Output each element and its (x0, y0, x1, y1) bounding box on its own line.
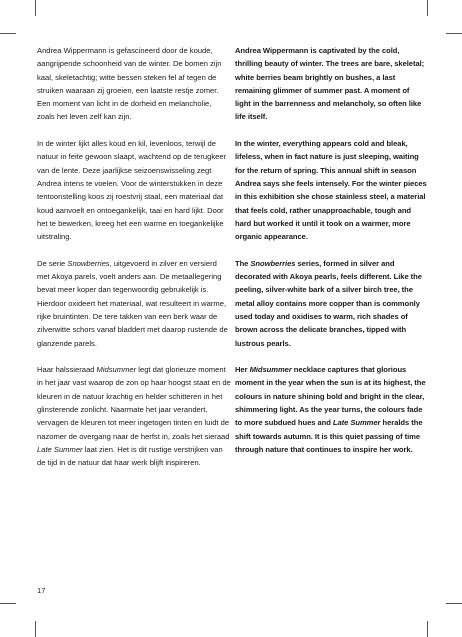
dutch-paragraph-1: Andrea Wippermann is gefascineerd door de koude, aangrijpende schoonheid van de winter. De bomen zijn kaal, skeletachtig; witte bessen steken fel af tegen de struiken waaraan zij groeien, een laatste restje zomer. Een moment van licht in de dorheid en melancholie, zoals het leven zelf kan zijn. (37, 46, 222, 122)
dutch-paragraph-2: In de winter lijkt alles koud en kil, levenloos, terwijl de natuur in feite gewoon slaapt, wachtend op de terugkeer van de lente. Deze jaarlijkse seizoenswisseling zegt Andrea intens te voelen. Voor de winterstukken in deze tentoonstelling koos zij roestvrij staal, een materiaal dat koud aanvoelt en ontoegankelijk, taai en hard lijkt. Door het te bewerken, kreeg het een warme en toegankelijke uitstraling. (37, 139, 227, 242)
crop-mark-bottom-left (35, 621, 36, 637)
work-title-late-summer: Late Summer (37, 444, 83, 454)
english-text-column (235, 44, 427, 470)
crop-mark-left-top (0, 33, 16, 34)
crop-mark-top-right (427, 0, 428, 16)
work-title-snowberries: Snowberries (67, 258, 110, 268)
work-title-midsummer: Midsummer (96, 365, 137, 375)
english-paragraph-2: In the winter, everything appears cold and bleak, lifeless, when in fact nature is just sleeping, waiting for the return of spring. This annual shift in season Andrea says she feels intensely. For the winter pieces in this exhibition she chose stainless steel, a material that feels cold, rather unapproachable, tough and hard but worked it until it took on a warmer, more organic appearance. (235, 139, 427, 242)
work-title-midsummer: Midsummer (249, 365, 292, 375)
dutch-paragraph-4: Haar halssieraad Midsummer legt dat glorieuze moment in het jaar vast waarop de zon op haar hoogst staat en de kleuren in de natuur krachtig en helder schitteren in het glinsterende zonlicht. Naarmate het jaar verandert, vervagen de kleuren tot meer ingetogen tinten en luidt de nazomer de overgang naar de herfst in, zoals het sieraad Late Summer laat zien. Het is dit rustige verstrijken van de tijd in de natuur dat haar werk blijft inspireren. (37, 365, 231, 468)
english-paragraph-1: Andrea Wippermann is captivated by the cold, thrilling beauty of winter. The trees are bare, skeletal; white berries beam brightly on bushes, a last remaining glimmer of summer past. A moment of light in the barrenness and melancholy, so often like life itself. (235, 46, 425, 122)
crop-mark-bottom-right (427, 621, 428, 637)
english-paragraph-3: The Snowberries series, formed in silver and decorated with Akoya pearls, feels different. Like the peeling, silver-white bark of a silver birch tree, the metal alloy contains more copper than is commonly used today and oxidises to warm, rich shades of brown across the delicate branches, tipped with lustrous pearls. (235, 258, 422, 348)
crop-mark-left-bottom (0, 603, 16, 604)
page-number: 17 (37, 586, 46, 595)
work-title-late-summer: Late Summer (332, 418, 381, 428)
dutch-paragraph-3: De serie Snowberries, uitgevoerd in zilver en versierd met Akoya parels, voelt anders aan. De metaallegering bevat meer koper dan tegenwoordig gebruikelijk is. Hierdoor oxideert het materiaal, wat resulteert in warme, rijke bruintinten. De tere takken van een berk waar de zilverwitte schors vanaf bladdert met daarop rustende de glanzende parels. (37, 258, 228, 348)
work-title-snowberries: Snowberries (250, 258, 296, 268)
crop-mark-right-top (446, 33, 462, 34)
crop-mark-right-bottom (446, 603, 462, 604)
english-paragraph-4: Her Midsummer necklace captures that glorious moment in the year when the sun is at its highest, the colours in nature shining bold and bright in the clear, shimmering light. As the year turns, the colours fade to more subdued hues and Late Summer heralds the shift towards autumn. It is this quiet passing of time through nature that continues to inspire her work. (235, 365, 426, 454)
dutch-text-column (37, 44, 231, 483)
crop-mark-top-left (35, 0, 36, 16)
